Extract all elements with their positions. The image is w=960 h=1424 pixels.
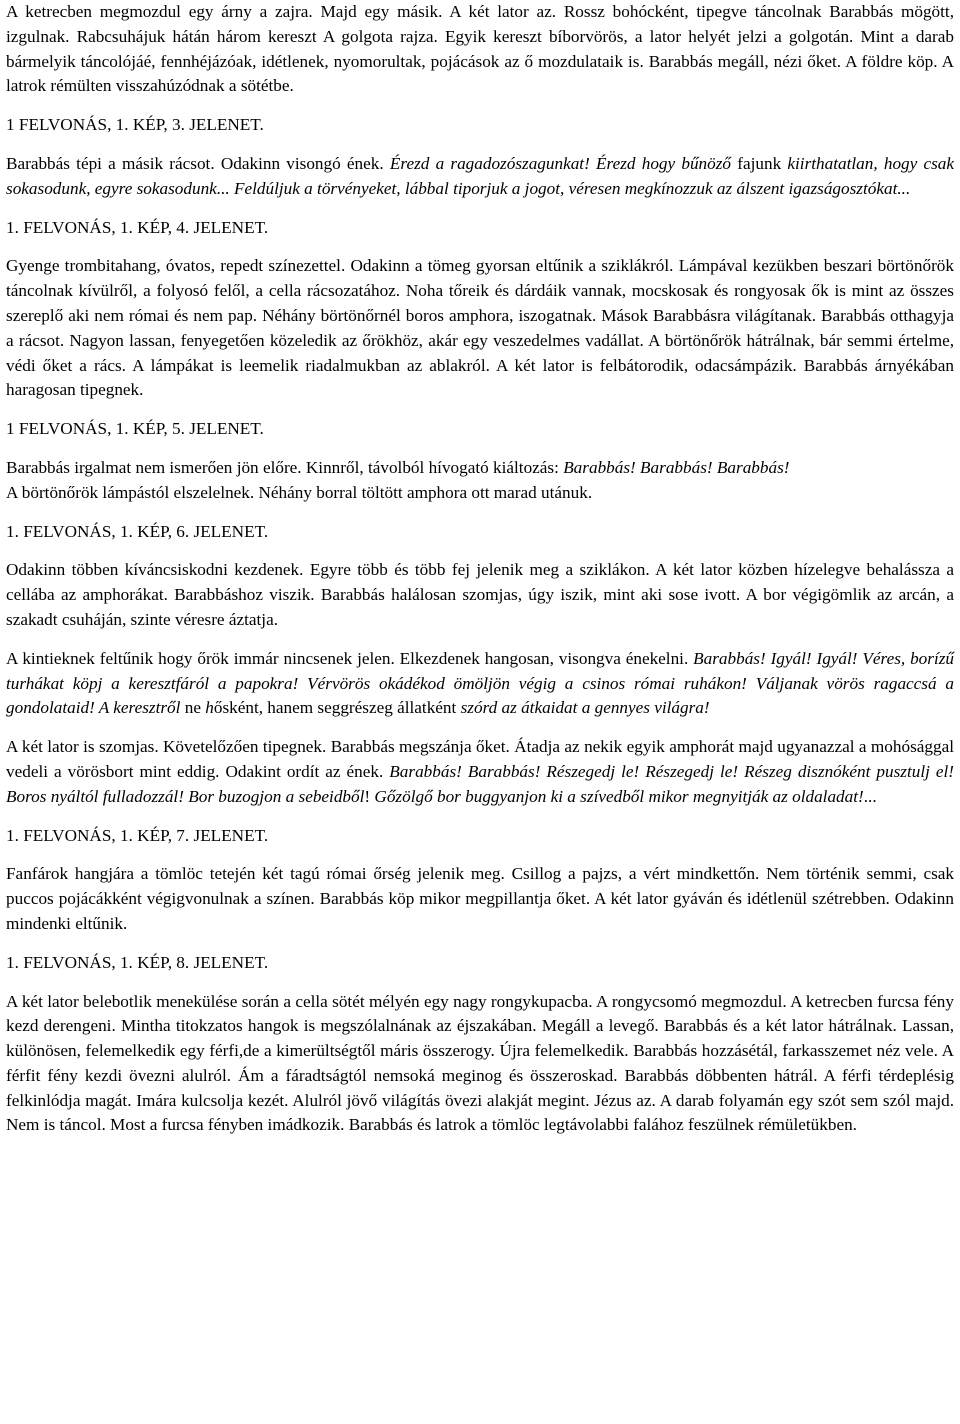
italic-text-run: Érezd a ragadozószagunkat! — [389, 153, 590, 173]
text-run: ... — [863, 786, 877, 806]
italic-text-run: h — [205, 698, 214, 718]
text-run: A börtönőrök lámpástól elszelelnek. Néhány borral töltött amphora ott marad utánuk. — [6, 482, 593, 502]
italic-text-run: Érezd hogy bűnöző — [596, 153, 732, 173]
scene-6-paragraph-3 — [6, 735, 954, 809]
italic-text-run: Barabbás! Igyál! Igyál! Véres, borízű turhákat köpj a keresztfáról a papokra! Vérvörös okádékod ömöljön végig a csinos római ruhákon! Váljanak vörös ragaccsá a gondolataid! A kereszt — [6, 648, 955, 718]
text-run: Odakinn többen kíváncsiskodni kezdenek. Egyre több és több fej jelenik meg a sziklákon. A két lator közben hízelegve behalássza a cellába az amphorákat. Barabbáshoz viszik. Barabbás halálosan szomjas, úgy iszik, mint aki sose ivott. A bor végigömlik az arcán, a szakadt csuháján, szinte véresre áztatja. — [6, 560, 954, 629]
scene-8-paragraph — [6, 990, 954, 1139]
scene-6-paragraph-2 — [6, 647, 954, 721]
text-run: ! — [364, 786, 375, 806]
text-run: A két lator belebotlik menekülése során a cella sötét mélyén egy nagy rongykupacba. A rongycsomó megmozdul. A ketrecben furcsa fény kezd derengeni. Mintha titokzatos hangok is megszólalnának az éjszakában. Megáll a levegő. Barabbás és a két lator hátrálnak. Lassan, különösen, felemelkedik egy férfi,de a kimerültségtől máris összerogy. Újra felemelkedik. Barabbás hozzásétál, farkasszemet néz vele. A férfit fény kezdi övezni alulról. Ám a fáradtságtól nemsoká meginog és összeroskad. Barabbás döbbenten hátrál. A férfi térdeplésig felkinlódja magát. Imára kulcsolja kezét. Alulról jövő világítás övezi alakját megint. Jézus az. A darab folyamán egy szót sem szól majd. Nem is táncol. Most a furcsa fényben imádkozik. Barabbás és latrok a tömlöc legtávolabbi falához feszülnek rémületükben. — [6, 991, 954, 1135]
scene-3-heading: 1 FELVONÁS, 1. KÉP, 3. JELENET. — [6, 115, 264, 135]
italic-text-run: ről — [160, 698, 181, 718]
scene-3-paragraph — [6, 152, 954, 202]
italic-text-run: Barabbás! Barabbás! Barabbás! — [563, 457, 790, 477]
scene-7-paragraph — [6, 862, 954, 936]
italic-text-run: szórd az átkaidat a gennyes világra! — [460, 698, 710, 718]
italic-text-run: kiirthatatlan, hogy csak sokasodunk, egyre sokasodunk... Feldúljuk a törvényeket, lábbal tiporjuk a jogot, véresen megkínozzuk az álszent igazságosztókat... — [6, 153, 955, 198]
scene-5-paragraph-1 — [6, 456, 954, 481]
text-run: Gyenge trombitahang, óvatos, repedt színezettel. Odakinn a tömeg gyorsan eltűnik a sziklákról. Lámpával kezükben beszari börtönőrök táncolnak kívülről, a folyosó felől, a cella rácsozatához. Noha tőreik és dárdáik vannak, mocskosak és rongyosak ők is mint az összes szereplő aki nem római és nem pap. Néhány börtönőrnél boros amphora, iszogatnak. Mások Barabbásra világítanak. Barabbás otthagyja a rácsot. Nagyon lassan, fenyegetően közeledik az őrökhöz, akár egy veszedelmes vadállat. A börtönőrök hátrálnak, bár semmi értelme, védi őket a rács. A lámpákat is leemelik riadalmukban az ablakról. A két lator is felbátorodik, odacsámpázik. Barabbás árnyékában haragosan tipegnek. — [6, 256, 954, 400]
scene-2-paragraph — [6, 0, 954, 99]
scene-4-heading: 1. FELVONÁS, 1. KÉP, 4. JELENET. — [6, 217, 269, 237]
text-run: ősként, hanem seggrészeg állatként — [213, 698, 461, 718]
scene-7-heading: 1. FELVONÁS, 1. KÉP, 7. JELENET. — [6, 825, 269, 845]
text-run: ne — [180, 698, 206, 718]
italic-text-run: Barabbás! Barabbás! Részegedj le! Részegedj le! Részeg disznóként pusztulj el! Boros nyáltól fulladozzál! Bor buzogjon a sebeidből — [6, 761, 954, 806]
text-run: A kintieknek feltűnik hogy őrök immár nincsenek jelen. Elkezdenek hangosan, visongva énekelni. — [6, 648, 694, 668]
text-run: Fanfárok hangjára a tömlöc tetején két tagú római őrség jelenik meg. Csillog a pajzs, a vért mindkettőn. Nem történik semmi, csak puccos pojácákként végigvonulnak a színen. Barabbás köp mikor megpillantja őket. A két lator gyáván és idétlenül szétrebben. Odakinn mindenki eltűnik. — [6, 864, 954, 933]
scene-8-heading: 1. FELVONÁS, 1. KÉP, 8. JELENET. — [6, 952, 269, 972]
scene-6-heading: 1. FELVONÁS, 1. KÉP, 6. JELENET. — [6, 521, 269, 541]
text-run: A ketrecben megmozdul egy árny a zajra. Majd egy másik. A két lator az. Rossz bohócként, tipegve táncolnak Barabbás mögött, izgulnak. Rabcsuhájuk hátán három kereszt A golgota rajza. Egyik kereszt bíborvörös, a lator helyét jelzi a golgotán. Mint a darab bármelyik táncolójáé, fennhéjázóak, idétlenek, nyomorultak, pojácások az ő mozdulataik is. Barabbás megáll, nézi őket. A földre köp. A latrok rémülten visszahúzódnak a sötétbe. — [6, 2, 954, 96]
italic-text-run: Gőzölgő bor buggyanjon ki a szívedből mikor megnyitják az oldaladat! — [374, 786, 864, 806]
scene-6-paragraph-1 — [6, 558, 954, 632]
text-run: fajunk — [731, 153, 788, 173]
text-run: A két lator is szomjas. Követelőzően tipegnek. Barabbás megszánja őket. Átadja az nekik egyik amphorát majd ugyanazzal a mohósággal vedeli a vörösbort mint eddig. Odakint ordít az ének. — [6, 737, 954, 781]
scene-5-paragraph-2 — [6, 481, 954, 506]
scene-5-heading: 1 FELVONÁS, 1. KÉP, 5. JELENET. — [6, 419, 264, 439]
scene-4-paragraph — [6, 254, 954, 403]
text-run: Barabbás tépi a másik rácsot. Odakinn visongó ének. — [6, 153, 390, 173]
text-run: Barabbás irgalmat nem ismerően jön előre. Kinnről, távolból hívogató kiáltozás: — [6, 457, 564, 477]
